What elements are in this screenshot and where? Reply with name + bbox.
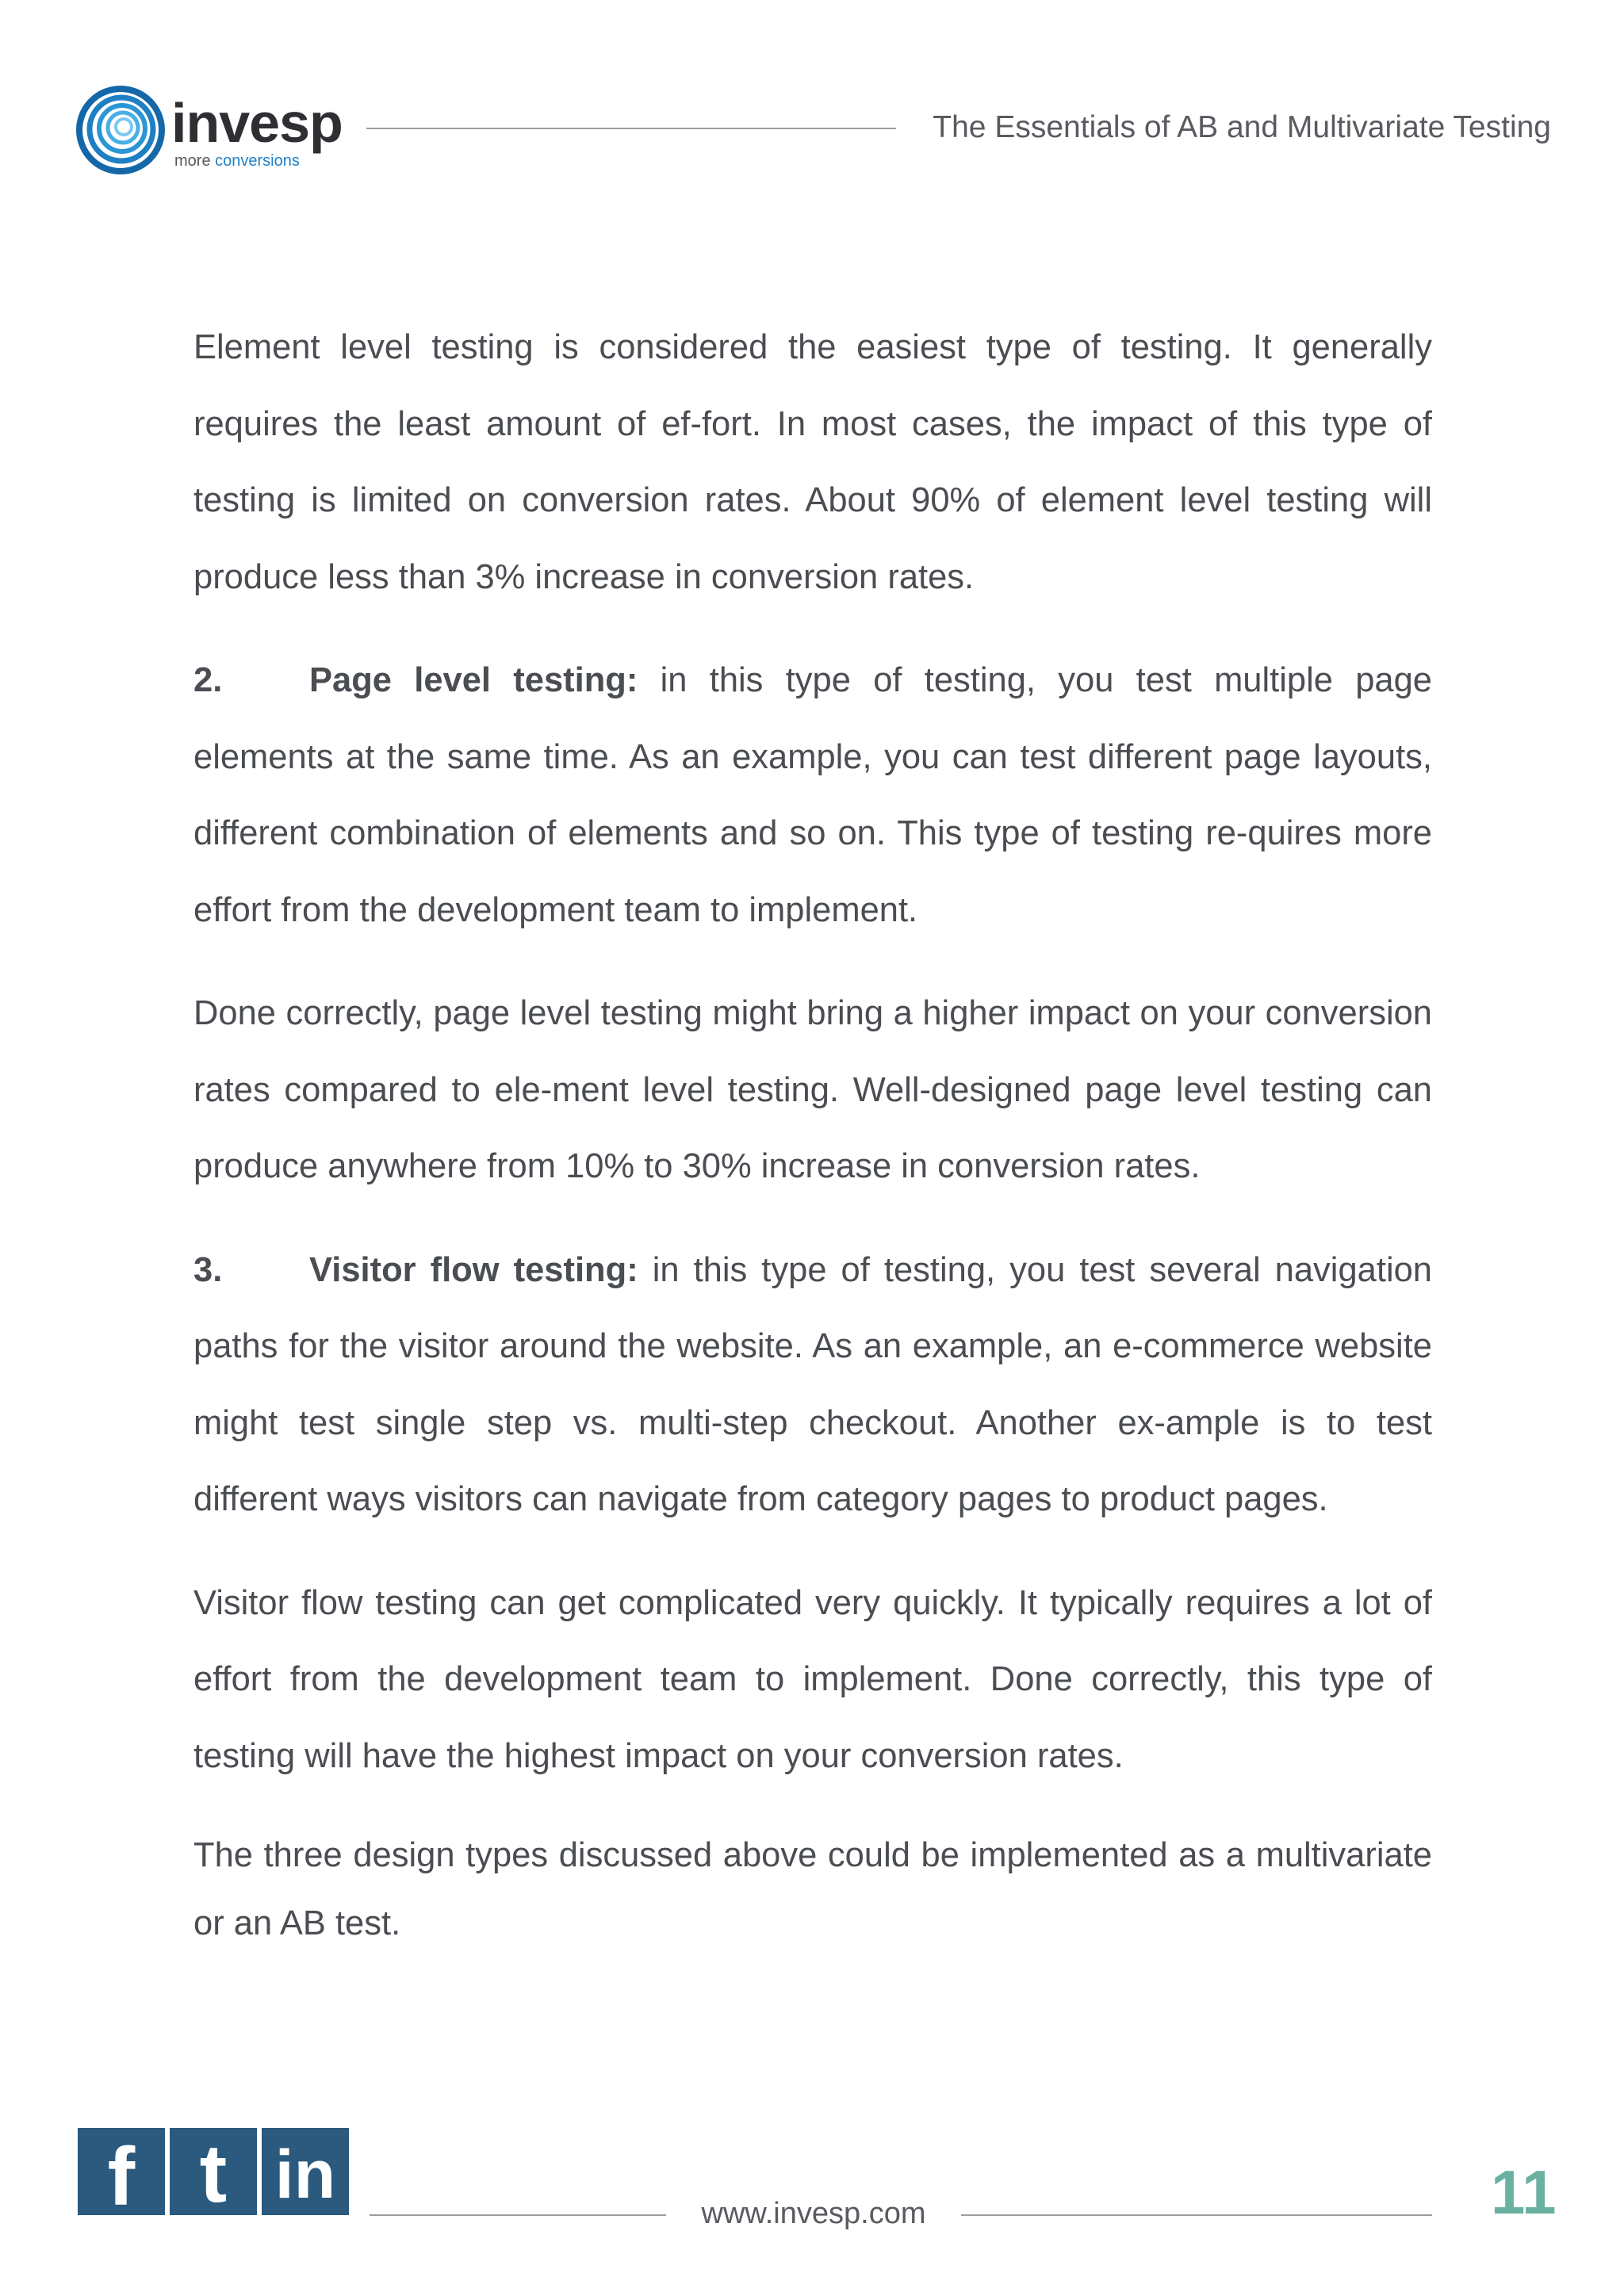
list-text: in this type of testing, you test multiple page elements at the same time. As an example, you can test different page layouts, different combination of elements and so on. This type of testing re-quires more effort from the development team to implement. <box>193 661 1432 929</box>
invesp-logo[interactable] <box>76 82 346 178</box>
list-text: in this type of testing, you test several navigation paths for the visitor around the website. As an example, an e-commerce website might test single step vs. multi-step checkout. Another ex-ample is to test different ways visitors can navigate from category pages to product pages. <box>193 1250 1432 1518</box>
list-item-visitor-flow <box>193 1232 1432 1538</box>
footer-divider-left <box>370 2214 666 2216</box>
page-number: 11 <box>1491 2157 1557 2227</box>
twitter-icon[interactable]: t <box>170 2128 257 2215</box>
linkedin-icon[interactable]: in <box>262 2128 349 2215</box>
list-number: 2. <box>193 661 223 699</box>
list-lead: Page level testing: <box>309 661 638 699</box>
paragraph-element-level: Element level testing is considered the easiest type of testing. It generally requires the least amount of ef-fort. In most cases, the impact of this type of testing is limited on conversion rates. About 90% of element level testing will produce less than 3% increase in conversion rates. <box>193 328 1432 596</box>
list-item-page-level <box>193 642 1432 948</box>
website-link[interactable]: www.invesp.com <box>701 2197 926 2230</box>
header-divider <box>366 128 896 129</box>
paragraph-page-level-impact: Done correctly, page level testing might bring a higher impact on your conversion rates compared to ele-ment level testing. Well-designed page level testing can produce anywhere from 10% to 30% increase in conversion rates. <box>193 994 1432 1185</box>
logo-rings-icon <box>76 82 168 174</box>
footer-divider-right <box>961 2214 1432 2216</box>
logo-wordmark: invesp <box>171 92 343 154</box>
page-content <box>193 309 1432 1984</box>
facebook-icon[interactable]: f <box>78 2128 165 2215</box>
logo-tagline <box>174 152 300 170</box>
list-lead: Visitor flow testing: <box>309 1250 638 1289</box>
logo-tag-prefix: more <box>174 152 216 170</box>
document-title: The Essentials of AB and Multivariate Testing <box>933 110 1551 144</box>
paragraph-visitor-flow-effort: Visitor flow testing can get complicated very quickly. It typically requires a lot of effort from the development team to implement. Done correctly, this type of testing will have the highest impact on your conversion rates. <box>193 1583 1432 1775</box>
logo-tag-highlight: conversions <box>215 152 300 170</box>
paragraph-design-types: The three design types discussed above could be implemented as a multivariate or an AB test. <box>193 1836 1432 1942</box>
list-number: 3. <box>193 1250 223 1289</box>
